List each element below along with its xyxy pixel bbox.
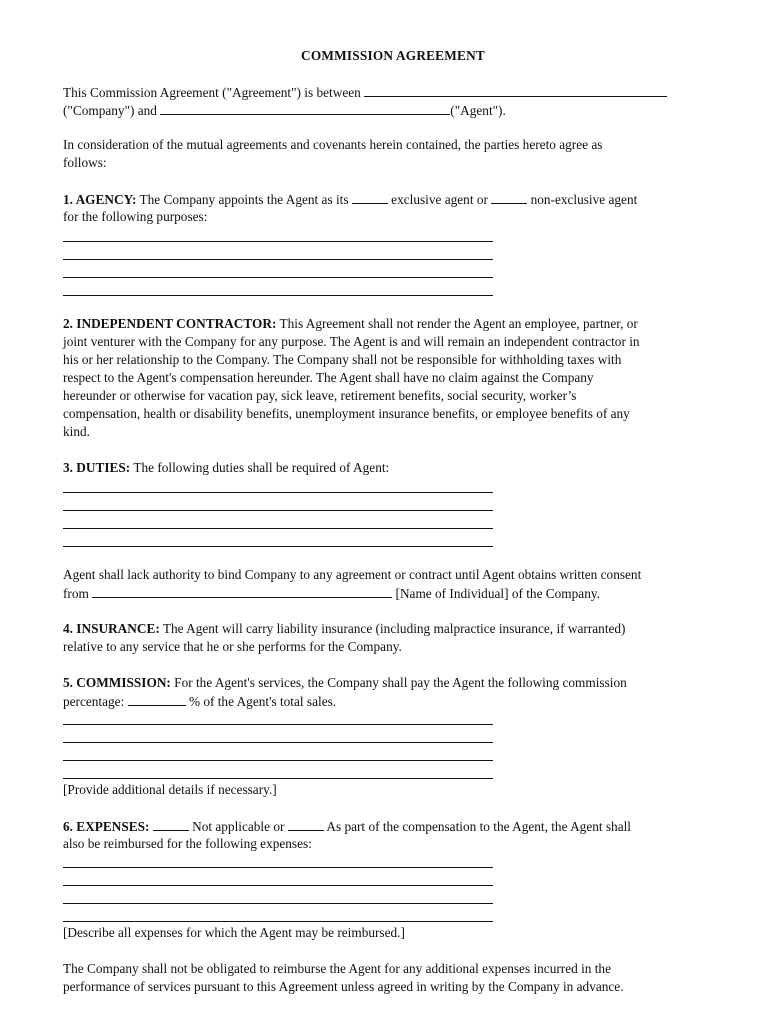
intro-text: This Commission Agreement ("Agreement") is between <box>63 85 361 100</box>
duty-line-4[interactable] <box>63 546 493 547</box>
commission-line-b[interactable] <box>63 742 493 743</box>
expense-line-4[interactable] <box>63 921 493 922</box>
expense-line-3[interactable] <box>63 903 493 904</box>
expenses-note <box>63 924 728 942</box>
agency-line-2: for the following purposes: <box>63 209 208 224</box>
duties-section <box>63 459 728 477</box>
duty-line-3[interactable] <box>63 528 493 529</box>
commission-percentage-blank[interactable] <box>128 692 186 706</box>
agent-name-blank[interactable] <box>160 101 450 115</box>
contractor-line-1: This Agreement shall not render the Agent an employee, partner, or <box>276 316 638 331</box>
expenses-line-2: also be reimbursed for the following expenses: <box>63 836 312 851</box>
consideration-line-1: In consideration of the mutual agreements and covenants herein contained, the parties hereto agree as <box>63 137 603 152</box>
expenses-heading: 6. EXPENSES: <box>63 819 150 834</box>
commission-line-c[interactable] <box>63 760 493 761</box>
agency-text-c: non-exclusive agent <box>527 192 638 207</box>
contractor-line-3: his or her relationship to the Company. The Company shall not be responsible for withholding taxes with <box>63 352 622 367</box>
expenses-note-text: [Describe all expenses for which the Agent may be reimbursed.] <box>63 925 405 940</box>
purpose-line-2[interactable] <box>63 259 493 260</box>
expenses-applicable-blank[interactable] <box>288 817 324 831</box>
commission-note <box>63 781 728 799</box>
expenses-text-b: As part of the compensation to the Agent, the Agent shall <box>323 819 631 834</box>
insurance-section <box>63 620 728 656</box>
authority-paragraph <box>63 566 728 602</box>
exclusive-blank[interactable] <box>352 190 388 204</box>
commission-line-a[interactable] <box>63 724 493 725</box>
consideration-paragraph <box>63 136 728 172</box>
duty-line-2[interactable] <box>63 510 493 511</box>
intro-paragraph <box>63 83 728 119</box>
agency-text-a: The Company appoints the Agent as its <box>136 192 349 207</box>
expense-line-2[interactable] <box>63 885 493 886</box>
contractor-section <box>63 315 728 441</box>
document-title: COMMISSION AGREEMENT <box>301 48 485 63</box>
expenses-text-a: Not applicable or <box>188 819 285 834</box>
commission-percentage-label: percentage: <box>63 694 125 709</box>
contractor-line-5: hereunder or otherwise for vacation pay, sick leave, retirement benefits, social security, worker’s <box>63 388 577 403</box>
expense-line-1[interactable] <box>63 867 493 868</box>
company-name-blank[interactable] <box>364 83 667 97</box>
contractor-line-2: joint venturer with the Company for any purpose. The Agent is and will remain an independent contractor in <box>63 334 640 349</box>
purpose-line-1[interactable] <box>63 241 493 242</box>
insurance-line-1: The Agent will carry liability insurance (including malpractice insurance, if warranted) <box>159 621 626 636</box>
commission-line-1: For the Agent's services, the Company shall pay the Agent the following commission <box>170 675 627 690</box>
individual-name-blank[interactable] <box>92 584 392 598</box>
commission-section <box>63 674 728 710</box>
commission-heading: 5. COMMISSION: <box>63 675 171 690</box>
intro-agent-label: ("Agent"). <box>450 103 506 118</box>
insurance-heading: 4. INSURANCE: <box>63 621 160 636</box>
duty-line-1[interactable] <box>63 492 493 493</box>
purpose-line-3[interactable] <box>63 277 493 278</box>
agency-section <box>63 190 728 226</box>
contractor-line-4: respect to the Agent's compensation hereunder. The Agent shall have no claim against the Company <box>63 370 594 385</box>
agency-text-b: exclusive agent or <box>387 192 488 207</box>
authority-line-1: Agent shall lack authority to bind Company to any agreement or contract until Agent obtains written consent <box>63 567 642 582</box>
commission-line-d[interactable] <box>63 778 493 779</box>
commission-note-text: [Provide additional details if necessary.] <box>63 782 277 797</box>
duties-text: The following duties shall be required of Agent: <box>130 460 390 475</box>
not-applicable-blank[interactable] <box>153 817 189 831</box>
closing-line-2: performance of services pursuant to this Agreement unless agreed in writing by the Company in advance. <box>63 979 624 994</box>
insurance-line-2: relative to any service that he or she performs for the Company. <box>63 639 402 654</box>
duties-heading: 3. DUTIES: <box>63 460 131 475</box>
closing-line-1: The Company shall not be obligated to reimburse the Agent for any additional expenses incurred in the <box>63 961 611 976</box>
contractor-heading: 2. INDEPENDENT CONTRACTOR: <box>63 316 277 331</box>
intro-company-label: ("Company") and <box>63 103 157 118</box>
purpose-line-4[interactable] <box>63 295 493 296</box>
authority-line-2-rest: [Name of Individual] of the Company. <box>392 586 600 601</box>
agency-heading: 1. AGENCY: <box>63 192 137 207</box>
non-exclusive-blank[interactable] <box>491 190 527 204</box>
contractor-line-6: compensation, health or disability benefits, unemployment insurance benefits, or employee benefits of any <box>63 406 630 421</box>
consideration-line-2: follows: <box>63 155 107 170</box>
closing-paragraph <box>63 960 728 996</box>
authority-from: from <box>63 586 89 601</box>
expenses-section <box>63 817 728 853</box>
commission-line-2-rest: % of the Agent's total sales. <box>188 694 337 709</box>
contractor-line-7: kind. <box>63 424 90 439</box>
